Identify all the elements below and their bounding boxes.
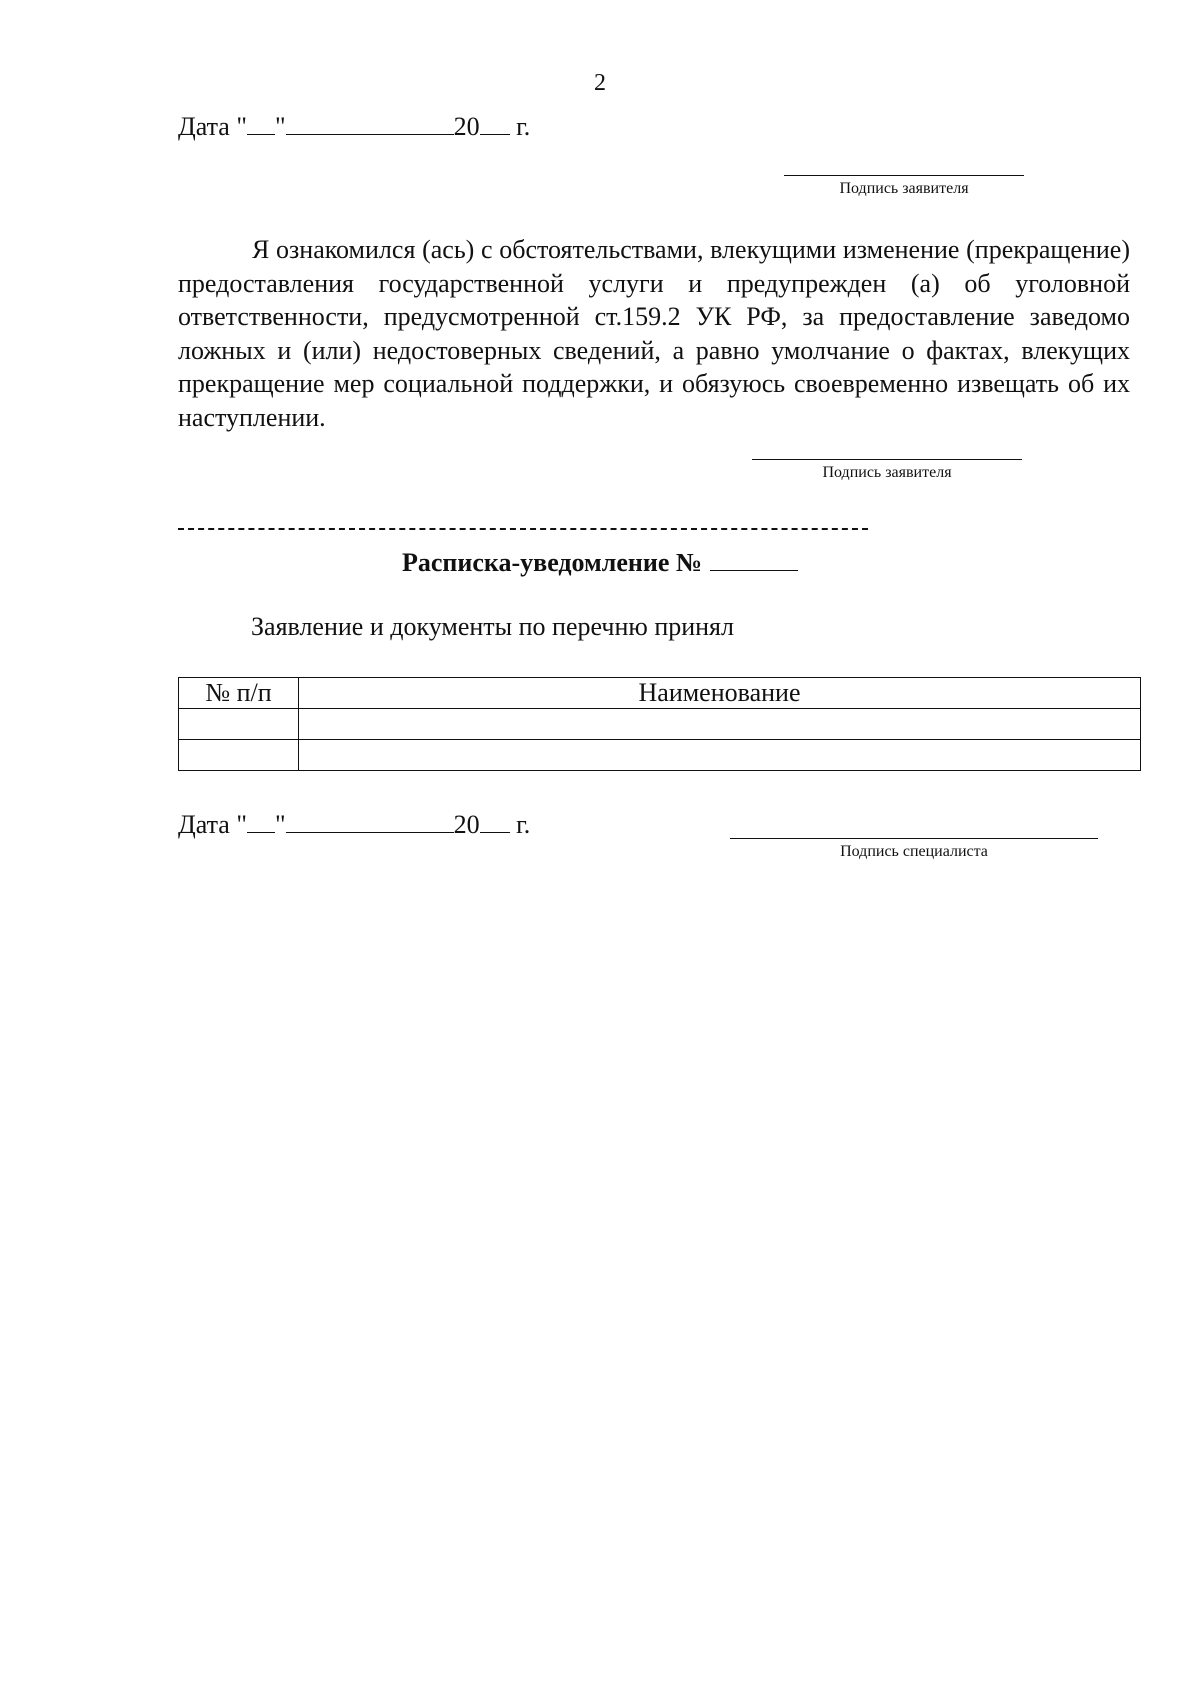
documents-table — [178, 677, 1141, 771]
date-prefix: Дата " — [178, 810, 247, 839]
applicant-date-line — [178, 112, 530, 142]
table-cell-number[interactable] — [179, 740, 299, 771]
applicant-signature-line[interactable] — [784, 175, 1024, 176]
table-cell-name[interactable] — [299, 709, 1141, 740]
receipt-number-blank[interactable] — [710, 548, 798, 571]
date-prefix: Дата " — [178, 112, 247, 141]
day-blank[interactable] — [247, 810, 275, 833]
year-prefix: 20 — [453, 810, 480, 839]
acknowledgement-text: Я ознакомился (ась) с обстоятельствами, влекущими изменение (прекращение) предоставления государственной услуги и предупрежден (а) об уголовной ответственности, предусмотренной ст.159.2 УК РФ, за предоставление заведомо ложных и (или) недостоверных сведений, а равно умолчание о фактах, влекущих прекращение мер социальной поддержки, и обязуюсь своевременно извещать об их наступлении. — [178, 235, 1130, 432]
applicant-signature-caption: Подпись заявителя — [839, 180, 969, 197]
specialist-signature-caption: Подпись специалиста — [840, 843, 988, 860]
year-prefix: 20 — [453, 112, 480, 141]
receipt-title — [0, 548, 1200, 578]
column-header-name: Наименование — [299, 678, 1141, 709]
month-blank[interactable] — [286, 112, 454, 135]
table-header-row — [179, 678, 1141, 709]
month-blank[interactable] — [286, 810, 454, 833]
year-blank[interactable] — [480, 112, 510, 135]
year-blank[interactable] — [480, 810, 510, 833]
date-quote-close: " — [274, 810, 286, 839]
date-quote-close: " — [274, 112, 286, 141]
receipt-title-text: Расписка-уведомление № — [401, 548, 703, 577]
column-header-number: № п/п — [179, 678, 299, 709]
table-cell-name[interactable] — [299, 740, 1141, 771]
acknowledgement-signature-line[interactable] — [752, 459, 1022, 460]
table-cell-number[interactable] — [179, 709, 299, 740]
specialist-signature-line[interactable] — [730, 838, 1098, 839]
acknowledgement-signature-caption: Подпись заявителя — [822, 464, 952, 481]
table-row — [179, 740, 1141, 771]
year-suffix: г. — [516, 112, 531, 141]
accepted-documents-text: Заявление и документы по перечню принял — [251, 612, 734, 641]
specialist-date-line — [178, 810, 530, 840]
year-suffix: г. — [516, 810, 531, 839]
day-blank[interactable] — [247, 112, 275, 135]
table-row — [179, 709, 1141, 740]
page-number: 2 — [594, 70, 606, 96]
cut-line-divider — [178, 528, 868, 530]
